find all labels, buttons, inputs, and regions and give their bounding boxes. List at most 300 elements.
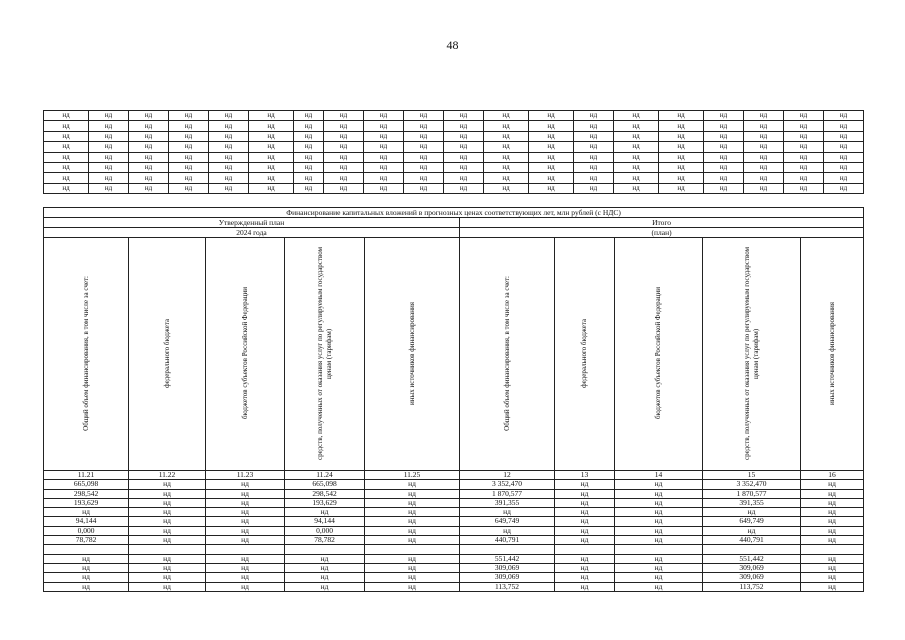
top-table-row — [44, 162, 864, 172]
table-cell: нд — [129, 508, 206, 517]
top-table-cell: нд — [89, 162, 129, 172]
top-table-cell: нд — [44, 142, 89, 152]
table-cell: 11.25 — [365, 471, 460, 480]
top-table-cell: нд — [784, 183, 824, 193]
table-cell: 78,782 — [285, 536, 365, 545]
top-table-cell: нд — [249, 152, 294, 162]
top-table-cell: нд — [249, 183, 294, 193]
top-table-cell: нд — [324, 121, 364, 131]
top-table-cell: нд — [209, 111, 249, 121]
top-table-cell: нд — [364, 142, 404, 152]
top-table-cell: нд — [89, 121, 129, 131]
table-cell: нд — [129, 582, 206, 591]
top-table-cell: нд — [659, 183, 704, 193]
top-table-cell: нд — [364, 152, 404, 162]
top-table-cell: нд — [529, 131, 574, 141]
top-table-cell: нд — [89, 183, 129, 193]
table-row — [44, 536, 864, 545]
top-table-cell: нд — [784, 121, 824, 131]
top-table-cell: нд — [614, 142, 659, 152]
column-header — [615, 238, 703, 471]
top-table-cell: нд — [704, 131, 744, 141]
top-table-cell: нд — [129, 121, 169, 131]
top-table-row — [44, 173, 864, 183]
table-cell: 551,442 — [703, 554, 801, 563]
table-cell: 0,000 — [44, 526, 129, 535]
top-table-cell: нд — [484, 152, 529, 162]
table-cell: нд — [555, 573, 615, 582]
top-table-cell: нд — [704, 111, 744, 121]
table-cell: нд — [206, 480, 285, 489]
top-table-cell: нд — [484, 131, 529, 141]
table-cell: 665,098 — [44, 480, 129, 489]
table-cell: нд — [615, 508, 703, 517]
table-cell: нд — [555, 554, 615, 563]
table-cell: нд — [365, 563, 460, 572]
table-cell: нд — [206, 508, 285, 517]
top-table-cell: нд — [614, 183, 659, 193]
column-header-label: иных источников финансирования — [407, 301, 416, 405]
top-table-cell: нд — [44, 162, 89, 172]
empty-cell — [365, 545, 460, 554]
table-cell: нд — [44, 508, 129, 517]
table-cell: 12 — [460, 471, 555, 480]
table-title: Финансирование капитальных вложений в прогнозных ценах соответствующих лет, млн рублей (с НДС) — [44, 208, 864, 218]
top-table-cell: нд — [324, 173, 364, 183]
table-cell: нд — [801, 526, 864, 535]
table-cell: 3 352,470 — [460, 480, 555, 489]
top-table-cell: нд — [44, 152, 89, 162]
table-row — [44, 498, 864, 507]
top-table-cell: нд — [129, 183, 169, 193]
table-cell: нд — [44, 573, 129, 582]
top-table-cell: нд — [659, 173, 704, 183]
top-table-cell: нд — [209, 142, 249, 152]
table-cell: нд — [365, 489, 460, 498]
table-row — [44, 517, 864, 526]
top-table-cell: нд — [824, 173, 864, 183]
table-row — [44, 563, 864, 572]
top-table-cell: нд — [614, 152, 659, 162]
column-header — [703, 238, 801, 471]
top-table-cell: нд — [614, 111, 659, 121]
table-cell: нд — [555, 498, 615, 507]
top-table-cell: нд — [784, 152, 824, 162]
top-table-cell: нд — [574, 111, 614, 121]
table-cell: нд — [44, 554, 129, 563]
top-table-cell: нд — [294, 162, 324, 172]
top-table-cell: нд — [659, 152, 704, 162]
table-cell: 309,069 — [460, 563, 555, 572]
group-approved-plan-title: Утвержденный план — [44, 218, 460, 228]
table-cell: нд — [615, 582, 703, 591]
top-table-cell: нд — [364, 183, 404, 193]
top-table-cell: нд — [744, 121, 784, 131]
top-table-cell: нд — [744, 183, 784, 193]
table-cell: 15 — [703, 471, 801, 480]
top-table-cell: нд — [404, 121, 444, 131]
top-table-row — [44, 111, 864, 121]
table-cell: 14 — [615, 471, 703, 480]
top-table-row — [44, 142, 864, 152]
top-table-cell: нд — [824, 111, 864, 121]
table-row — [44, 582, 864, 591]
top-table-row — [44, 131, 864, 141]
top-table-cell: нд — [249, 142, 294, 152]
top-table-cell: нд — [44, 183, 89, 193]
table-cell: 3 352,470 — [703, 480, 801, 489]
table-row — [44, 489, 864, 498]
table-cell: нд — [555, 563, 615, 572]
top-table-cell: нд — [529, 173, 574, 183]
table-cell: нд — [285, 563, 365, 572]
top-table-cell: нд — [169, 173, 209, 183]
table-cell: нд — [285, 554, 365, 563]
top-table-cell: нд — [209, 173, 249, 183]
top-table-cell: нд — [614, 162, 659, 172]
column-header — [206, 238, 285, 471]
financing-table — [43, 207, 864, 592]
top-table-cell: нд — [129, 111, 169, 121]
column-header-label: Общий объем финансирования, в том числе за счет: — [502, 275, 511, 431]
table-cell: нд — [801, 498, 864, 507]
top-table-cell: нд — [574, 131, 614, 141]
group-total-title: Итого — [460, 218, 864, 228]
table-cell: нд — [285, 582, 365, 591]
column-number-row — [44, 471, 864, 480]
table-cell: нд — [206, 582, 285, 591]
table-cell: нд — [555, 508, 615, 517]
table-cell: 551,442 — [460, 554, 555, 563]
top-table-cell: нд — [209, 131, 249, 141]
top-table-cell: нд — [129, 173, 169, 183]
table-cell: нд — [615, 489, 703, 498]
column-header-label: федерального бюджета — [580, 318, 588, 388]
table-cell: нд — [801, 563, 864, 572]
column-header-label: бюджетов субъектов Российской Федерации — [240, 286, 249, 420]
top-table-cell: нд — [169, 183, 209, 193]
empty-cell — [285, 545, 365, 554]
top-table-cell: нд — [89, 131, 129, 141]
table-cell: нд — [801, 508, 864, 517]
top-table-cell: нд — [574, 152, 614, 162]
top-table-cell: нд — [404, 173, 444, 183]
table-cell: 391,355 — [703, 498, 801, 507]
top-table-cell: нд — [704, 173, 744, 183]
table-cell: 11.22 — [129, 471, 206, 480]
table-cell: нд — [129, 563, 206, 572]
top-table-cell: нд — [324, 111, 364, 121]
top-table-cell: нд — [324, 142, 364, 152]
top-table-cell: нд — [444, 183, 484, 193]
table-cell: нд — [365, 508, 460, 517]
table-cell: нд — [44, 582, 129, 591]
top-table-cell: нд — [824, 152, 864, 162]
top-table-cell: нд — [364, 121, 404, 131]
top-table-cell: нд — [44, 131, 89, 141]
top-table-cell: нд — [169, 142, 209, 152]
top-table-cell: нд — [294, 121, 324, 131]
top-table-cell: нд — [614, 121, 659, 131]
top-table-cell: нд — [44, 111, 89, 121]
top-table-cell: нд — [529, 183, 574, 193]
top-table-cell: нд — [404, 142, 444, 152]
top-table-cell: нд — [574, 142, 614, 152]
table-cell: нд — [460, 508, 555, 517]
top-table-cell: нд — [484, 173, 529, 183]
table-cell: нд — [801, 536, 864, 545]
top-table-cell: нд — [89, 152, 129, 162]
top-table-cell: нд — [129, 142, 169, 152]
table-cell: нд — [801, 573, 864, 582]
table-cell: нд — [555, 517, 615, 526]
top-table-cell: нд — [484, 121, 529, 131]
top-table-cell: нд — [294, 131, 324, 141]
top-table-cell: нд — [209, 121, 249, 131]
table-cell: 440,791 — [703, 536, 801, 545]
top-table-cell: нд — [744, 131, 784, 141]
top-table-cell: нд — [824, 162, 864, 172]
table-cell: нд — [555, 489, 615, 498]
top-table-cell: нд — [324, 152, 364, 162]
table-cell: нд — [129, 526, 206, 535]
top-table-cell: нд — [744, 152, 784, 162]
top-table-cell: нд — [484, 142, 529, 152]
top-table-cell: нд — [704, 152, 744, 162]
page-number: 48 — [446, 38, 459, 52]
column-header-label: иных источников финансирования — [827, 301, 836, 405]
table-cell: нд — [801, 489, 864, 498]
table-cell: нд — [206, 526, 285, 535]
table-cell: нд — [703, 526, 801, 535]
top-table-row — [44, 121, 864, 131]
top-table-cell: нд — [444, 111, 484, 121]
top-table-cell: нд — [444, 131, 484, 141]
top-table-cell: нд — [824, 183, 864, 193]
top-table-cell: нд — [249, 173, 294, 183]
top-table-cell: нд — [209, 152, 249, 162]
top-table-cell: нд — [529, 142, 574, 152]
column-header-label: федерального бюджета — [162, 318, 171, 388]
top-table-cell: нд — [404, 162, 444, 172]
top-table-cell: нд — [44, 121, 89, 131]
table-cell: 13 — [555, 471, 615, 480]
empty-cell — [206, 545, 285, 554]
table-cell: нд — [555, 480, 615, 489]
top-table-cell: нд — [129, 162, 169, 172]
table-cell: 16 — [801, 471, 864, 480]
top-table-cell: нд — [169, 152, 209, 162]
top-table-cell: нд — [249, 121, 294, 131]
top-table-cell: нд — [364, 162, 404, 172]
top-table-cell: нд — [704, 162, 744, 172]
table-cell: нд — [365, 582, 460, 591]
table-cell: нд — [206, 554, 285, 563]
table-cell: нд — [129, 498, 206, 507]
top-table-cell: нд — [784, 111, 824, 121]
table-cell: 0,000 — [285, 526, 365, 535]
group-total-subtitle: (план) — [460, 228, 864, 238]
table-cell: 1 870,577 — [460, 489, 555, 498]
top-table-cell: нд — [324, 162, 364, 172]
top-table-cell: нд — [529, 111, 574, 121]
top-table-cell: нд — [824, 131, 864, 141]
top-table-row — [44, 152, 864, 162]
top-table-cell: нд — [404, 131, 444, 141]
top-table-cell: нд — [784, 173, 824, 183]
empty-cell — [615, 545, 703, 554]
table-row — [44, 526, 864, 535]
top-table-cell: нд — [129, 131, 169, 141]
table-cell: нд — [615, 563, 703, 572]
top-table-cell: нд — [444, 142, 484, 152]
top-table-cell: нд — [529, 121, 574, 131]
table-cell: 1 870,577 — [703, 489, 801, 498]
table-cell: 440,791 — [460, 536, 555, 545]
table-cell: нд — [555, 582, 615, 591]
top-table-cell: нд — [614, 131, 659, 141]
top-table-cell: нд — [324, 183, 364, 193]
table-cell: 94,144 — [44, 517, 129, 526]
top-table-cell: нд — [704, 142, 744, 152]
table-cell: нд — [285, 573, 365, 582]
top-table-cell: нд — [659, 131, 704, 141]
gap-row — [44, 545, 864, 554]
column-header — [801, 238, 864, 471]
top-table-cell: нд — [744, 162, 784, 172]
table-cell: нд — [129, 489, 206, 498]
top-table-cell: нд — [209, 183, 249, 193]
table-cell: нд — [615, 517, 703, 526]
table-cell: 649,749 — [460, 517, 555, 526]
top-table-cell: нд — [294, 142, 324, 152]
table-cell: нд — [615, 573, 703, 582]
table-cell: 665,098 — [285, 480, 365, 489]
top-table-cell: нд — [824, 121, 864, 131]
table-cell: 309,069 — [703, 573, 801, 582]
top-table-cell: нд — [574, 121, 614, 131]
top-table-cell: нд — [324, 131, 364, 141]
table-row — [44, 480, 864, 489]
top-table-cell: нд — [209, 162, 249, 172]
table-row — [44, 573, 864, 582]
top-table-cell: нд — [249, 131, 294, 141]
table-cell: нд — [129, 480, 206, 489]
table-cell: нд — [129, 573, 206, 582]
empty-cell — [555, 545, 615, 554]
column-header — [285, 238, 365, 471]
top-table-cell: нд — [364, 111, 404, 121]
top-table-cell: нд — [404, 111, 444, 121]
table-cell: нд — [615, 554, 703, 563]
top-table-cell: нд — [89, 111, 129, 121]
top-table-cell: нд — [614, 173, 659, 183]
top-table-cell: нд — [744, 142, 784, 152]
table-cell: нд — [365, 554, 460, 563]
empty-cell — [460, 545, 555, 554]
column-header — [555, 238, 615, 471]
table-cell: 113,752 — [703, 582, 801, 591]
top-table-cell: нд — [404, 183, 444, 193]
table-cell: 193,629 — [44, 498, 129, 507]
top-table-cell: нд — [784, 162, 824, 172]
top-table-cell: нд — [444, 152, 484, 162]
top-table-cell: нд — [169, 121, 209, 131]
table-cell: нд — [44, 563, 129, 572]
table-cell: 193,629 — [285, 498, 365, 507]
top-table-cell: нд — [784, 131, 824, 141]
top-table-cell: нд — [89, 142, 129, 152]
top-table-cell: нд — [364, 173, 404, 183]
top-table-cell: нд — [89, 173, 129, 183]
top-table-row — [44, 183, 864, 193]
top-table-cell: нд — [824, 142, 864, 152]
table-cell: нд — [615, 526, 703, 535]
top-table-cell: нд — [574, 183, 614, 193]
table-cell: нд — [615, 498, 703, 507]
top-table-cell: нд — [784, 142, 824, 152]
table-cell: нд — [460, 526, 555, 535]
top-table-cell: нд — [169, 111, 209, 121]
table-cell: нд — [206, 498, 285, 507]
table-cell: 11.23 — [206, 471, 285, 480]
top-table-cell: нд — [484, 111, 529, 121]
table-cell: нд — [801, 517, 864, 526]
table-cell: нд — [129, 536, 206, 545]
table-cell: 309,069 — [460, 573, 555, 582]
top-table-cell: нд — [574, 162, 614, 172]
table-cell: нд — [365, 573, 460, 582]
table-cell: нд — [703, 508, 801, 517]
table-cell: нд — [206, 573, 285, 582]
top-table-cell: нд — [294, 152, 324, 162]
top-table-cell: нд — [444, 121, 484, 131]
top-table-cell: нд — [484, 162, 529, 172]
top-table — [43, 110, 864, 194]
top-table-cell: нд — [129, 152, 169, 162]
top-table-cell: нд — [659, 111, 704, 121]
top-table-cell: нд — [744, 111, 784, 121]
table-cell: нд — [365, 517, 460, 526]
top-table-cell: нд — [44, 173, 89, 183]
table-cell: 113,752 — [460, 582, 555, 591]
top-table-cell: нд — [294, 183, 324, 193]
empty-cell — [44, 545, 129, 554]
column-header — [44, 238, 129, 471]
top-table-cell: нд — [249, 111, 294, 121]
top-table-cell: нд — [659, 162, 704, 172]
top-table-cell: нд — [659, 121, 704, 131]
table-cell: 298,542 — [44, 489, 129, 498]
column-header-label: Общий объем финансирования, в том числе за счет: — [81, 275, 90, 431]
top-table-cell: нд — [574, 173, 614, 183]
table-cell: нд — [365, 526, 460, 535]
table-cell: нд — [555, 526, 615, 535]
column-header — [460, 238, 555, 471]
table-cell: нд — [129, 554, 206, 563]
table-cell: нд — [206, 489, 285, 498]
top-table-cell: нд — [529, 162, 574, 172]
top-table-cell: нд — [249, 162, 294, 172]
column-header-label: бюджетов субъектов Российской Федерации — [654, 286, 662, 420]
table-row — [44, 554, 864, 563]
top-table-cell: нд — [294, 111, 324, 121]
column-header-label: средств, полученных от оказания услуг по регулируемым государством ценам (тарифам) — [742, 246, 760, 460]
table-cell: 11.21 — [44, 471, 129, 480]
top-table-cell: нд — [444, 162, 484, 172]
top-table-cell: нд — [484, 183, 529, 193]
table-cell: 94,144 — [285, 517, 365, 526]
